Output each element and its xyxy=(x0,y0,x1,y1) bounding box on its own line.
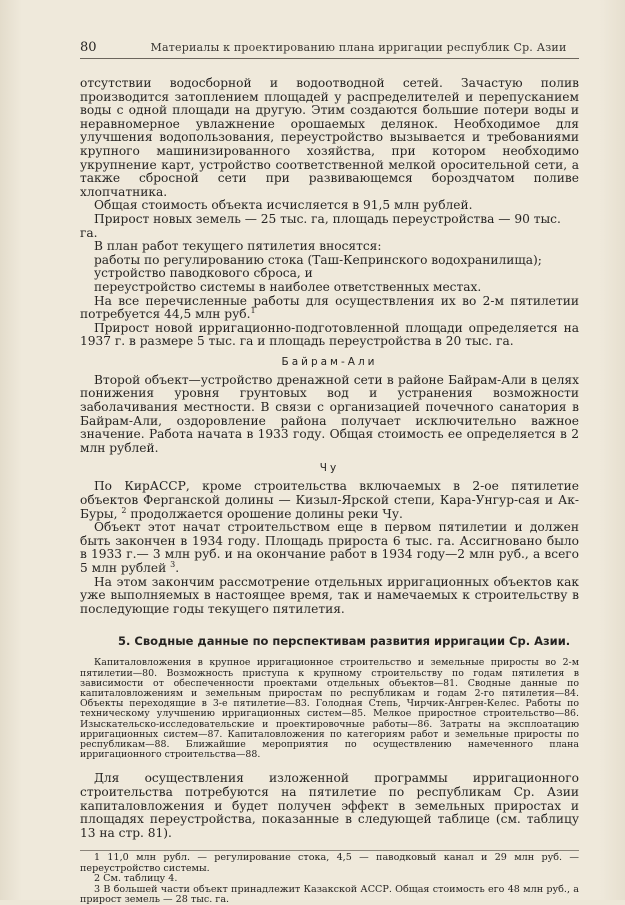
list-item-reconstruction: переустройство системы в наиболее ответственных местах. xyxy=(94,279,482,294)
footnote-ref: 3 xyxy=(170,559,176,569)
page-header xyxy=(80,40,579,59)
section-heading: 5. Сводные данные по перспективам развития ирригации Ср. Азии. xyxy=(118,634,571,649)
paragraph-continued: отсутствии водосборной и водоотводной сетей. Зачастую полив производится затоплением площадей у распределителей и перепусканием воды с одной площади на другую. Этим создаются большие потери воды и неравномерное увлажнение орошаемых делянок. Необходимое для улучшения водопользования, переустройство вызывается и требованиями крупного машинизированного хозяйства, при котором необходимо укрупнение карт, устройство соответственной мелкой оросительной сети, а также сбросной сети при развивающемся бороздчатом поливе хлопчатника. xyxy=(80,76,579,199)
paragraph-program: Для осуществления изложенной программы ирригационного строительства потребуются на пятилетие по республикам Ср. Азии капиталовложения и будет получен эффект в земельных приростах и площадях переустройства, показанные в следующей таблице (см. таблицу 13 на стр. 81). xyxy=(80,771,579,840)
paragraph-conclusion: На этом закончим рассмотрение отдельных ирригационных объектов как уже выполняемых в настоящее время, так и намечаемых к строительству в последующие годы текущего пятилетия. xyxy=(80,574,579,616)
list-item-flood-discharge: устройство паводкового сброса, и xyxy=(94,266,313,281)
footnote-ref: 2 xyxy=(121,505,127,515)
paragraph-chu-object: Объект этот начат строительством еще в первом пятилетии и должен быть закончен в 1934 году. Площадь прироста 6 тыс. га. Ассигновано было в 1933 г.— 3 млн руб. и на окончание работ в 1934 году—2 млн руб., а всего 5 млн рублей $^3$. xyxy=(80,520,579,575)
paragraph-growth-1937: Прирост новой ирригационно-подготовленной площади определяется на 1937 г. в размере 5 тыс. га и площадь переустройства в 20 тыс. га. xyxy=(80,320,579,349)
footnote-1: 1 11,0 млн рубл. — регулирование стока, 4,5 — паводковый канал и 29 млн руб. — переустройство системы. xyxy=(80,852,579,874)
footnote-ref: 1 xyxy=(250,306,256,316)
list-item-regulation: работы по регулированию стока (Таш-Кепринского водохранилища); xyxy=(94,252,542,267)
funding-text: На все перечисленные работы для осуществления их во 2-м пятилетии потребуется 44,5 млн руб. xyxy=(80,293,579,322)
subheading-bayram-ali: Байрам-Али xyxy=(281,355,378,368)
kirassr-text: По КирАССР, кроме строительства включаемых в 2-ое пятилетие объектов Ферганской долины — Кизыл-Ярской степи, Кара-Унгур-сая и Ак-Буры, xyxy=(80,479,579,521)
paragraph-funding xyxy=(80,295,579,322)
paragraph-bayram-ali: Второй объект—устройство дренажной сети в районе Байрам-Али в целях понижения уровня грунтовых вод и устранения возможности заболачивания местности. В связи с организацией почечного санатория в Байрам-Али, оздоровление района получает исключительно важное значение. Работа начата в 1933 году. Общая стоимость ее определяется в 2 млн рублей. xyxy=(80,372,579,455)
chu-object-text: Объект этот начат строительством еще в первом пятилетии и должен быть закончен в 1934 году. Площадь прироста 6 тыс. га. Ассигновано было в 1933 г.— 3 млн руб. и на окончание работ в 1934 году—2 млн руб., а всего 5 млн рублей xyxy=(80,520,579,575)
footnote-3: 3 В большей части объект принадлежит Казакской АССР. Общая стоимость его 48 млн руб., а прирост земель — 28 тыс. га. xyxy=(80,883,579,905)
section-abstract xyxy=(80,658,579,760)
paragraph-total-cost: Общая стоимость объекта исчисляется в 91,5 млн рублей. xyxy=(94,198,473,213)
running-title: Материалы к проектированию плана ирригации республик Ср. Азии xyxy=(150,41,567,54)
page-number: 80 xyxy=(80,40,97,55)
subheading-chu: Чу xyxy=(319,462,340,475)
abstract-text: Капиталовложения в крупное ирригационное строительство и земельные приросты во 2-м пятилетии—80. Возможность приступа к крупному строительству по годам пятилетия в зависимости от обеспеченности проектами отдельных объектов—81. Сводные данные по капиталовложениям и земельным приростам по республикам и годам 2-го пятилетия—84. Объекты переходящие в 3-е пятилетие—83. Голодная Степь, Чирчик-Ангрен-Келес. Работы по техническому улучшению ирригационных систем—85. Мелкое приростное строительство—86. Изыскательско-исследовательские и проектировочные работы—86. Затраты на эксплоатацию ирригационных систем—87. Капиталовложения по категориям работ и земельные приросты по республикам—88. Ближайшие мероприятия по осуществлению намеченного плана ирригационного строительства—88. xyxy=(80,657,579,761)
kirassr-text-end: продолжается орошение долины реки Чу. xyxy=(130,506,403,521)
footnotes xyxy=(80,850,579,905)
paragraph-plan-intro: В план работ текущего пятилетия вносятся: xyxy=(94,239,382,254)
footnote-2: 2 См. таблицу 4. xyxy=(94,873,178,885)
paragraph-land-growth: Прирост новых земель — 25 тыс. га, площадь переустройства — 90 тыс. га. xyxy=(80,211,561,240)
paragraph-kirassr xyxy=(80,480,579,521)
